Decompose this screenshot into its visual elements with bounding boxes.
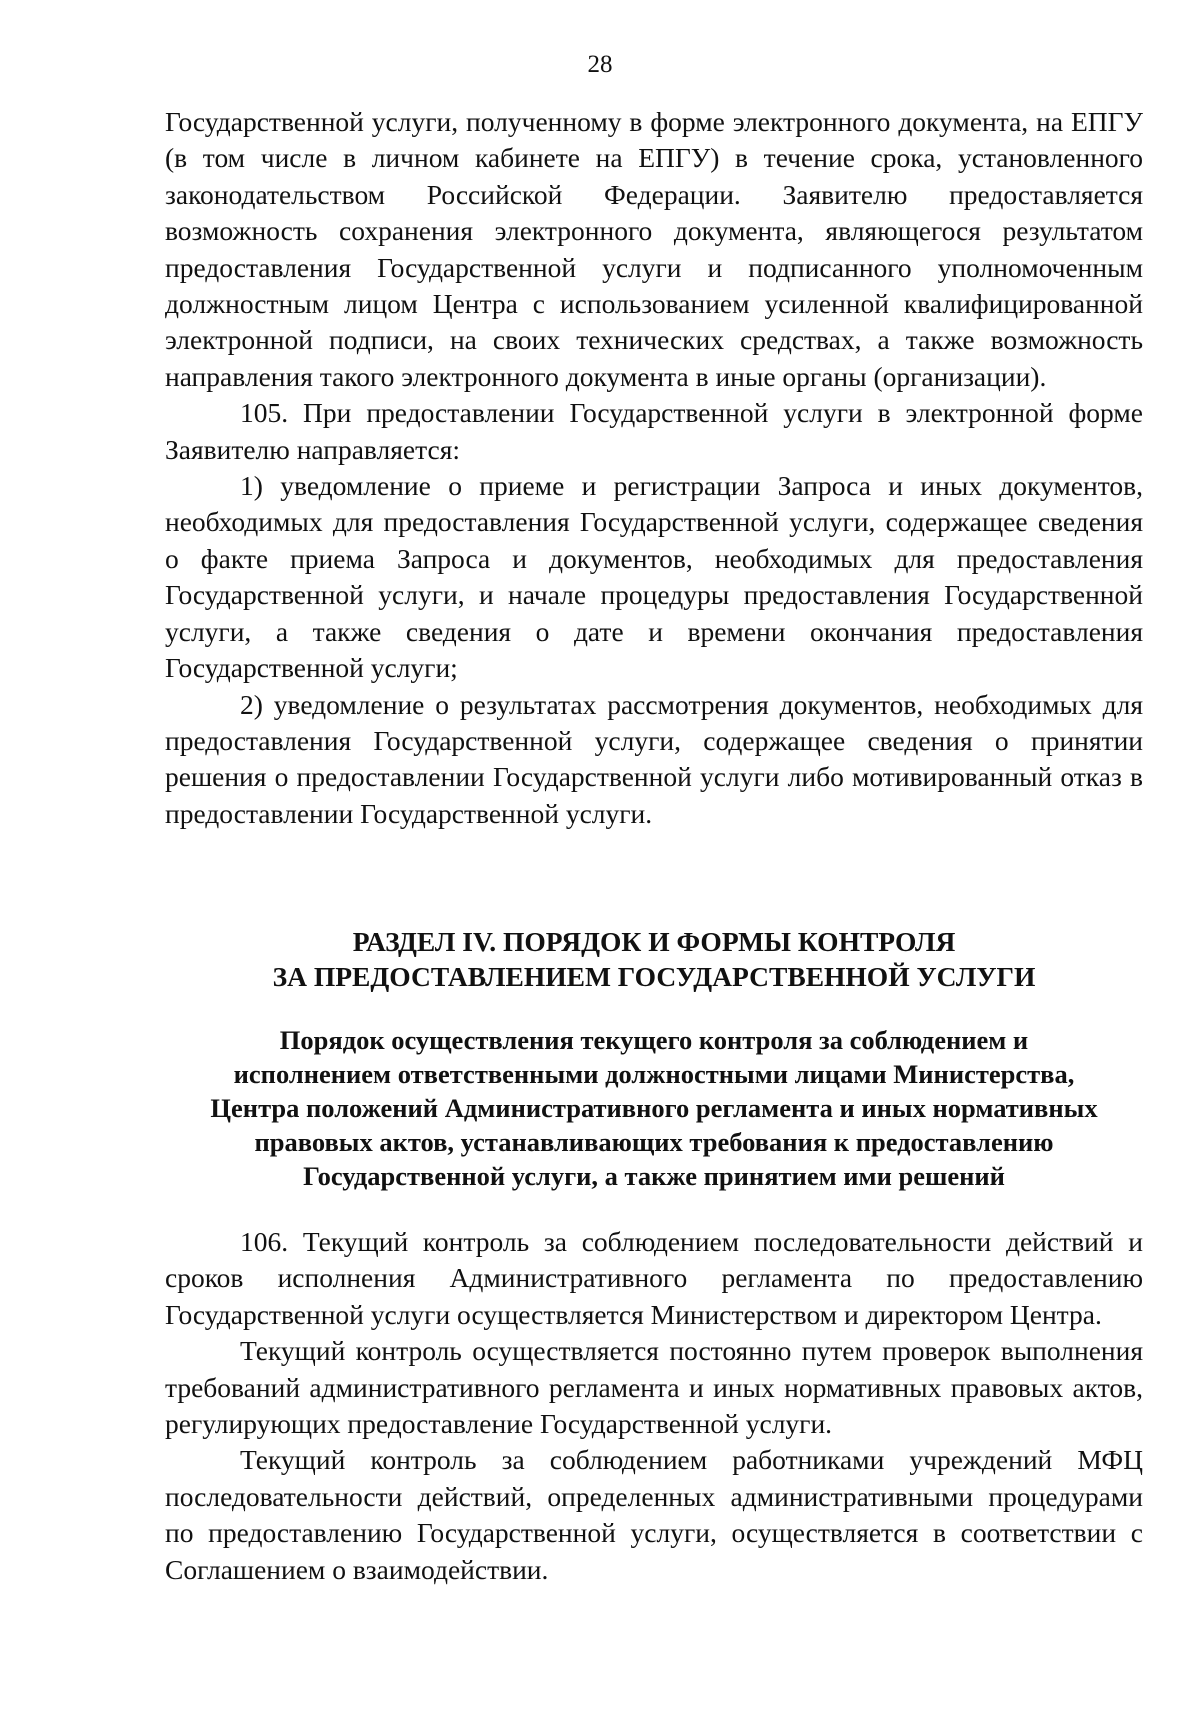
subsection-heading-line-1: Порядок осуществления текущего контроля за соблюдением и xyxy=(279,1025,1029,1055)
subsection-heading-line-4: правовых актов, устанавливающих требования к предоставлению xyxy=(254,1127,1054,1157)
paragraph-current-control: Текущий контроль осуществляется постоянно путем проверок выполнения требований административного регламента и иных нормативных правовых актов, регулирующих предоставление Государственной услуги. xyxy=(165,1335,1143,1440)
subsection-heading xyxy=(165,1023,1143,1193)
section-heading xyxy=(165,924,1143,994)
subsection-heading-line-5: Государственной услуги, а также принятием ими решений xyxy=(303,1161,1005,1191)
subsection-heading-line-2: исполнением ответственными должностными лицами Министерства, xyxy=(233,1059,1075,1089)
page-number: 28 xyxy=(587,51,613,78)
list-item-2: 2) уведомление о результатах рассмотрения документов, необходимых для предоставления Государственной услуги, содержащее сведения о принятии решения о предоставлении Государственной услуги либо мотивированный отказ в предоставлении Государственной услуги. xyxy=(165,688,1143,829)
paragraph-mfc-control: Текущий контроль за соблюдением работниками учреждений МФЦ последовательности действий, определенных административными процедурами по предоставлению Государственной услуги, осуществляется в соответствии с Соглашением о взаимодействии. xyxy=(165,1444,1143,1585)
paragraph-group-top xyxy=(165,104,1143,832)
paragraph-continuation: Государственной услуги, полученному в форме электронного документа, на ЕПГУ (в том числе в личном кабинете на ЕПГУ) в течение срока, установленного законодательством Российской Федерации. Заявителю предоставляется возможность сохранения электронного документа, являющегося результатом предоставления Государственной услуги и подписанного уполномоченным должностным лицом Центра с использованием усиленной квалифицированной электронной подписи, на своих технических средствах, а также возможность направления такого электронного документа в иные органы (организации). xyxy=(165,106,1143,392)
paragraph-106: 106. Текущий контроль за соблюдением последовательности действий и сроков исполнения Административного регламента по предоставлению Государственной услуги осуществляется Министерством и директором Центра. xyxy=(165,1226,1143,1330)
paragraph-group-bottom xyxy=(165,1224,1143,1588)
section-heading-line-2: ЗА ПРЕДОСТАВЛЕНИЕМ ГОСУДАРСТВЕННОЙ УСЛУГИ xyxy=(272,961,1036,992)
subsection-heading-line-3: Центра положений Административного регламента и иных нормативных xyxy=(210,1093,1098,1123)
paragraph-105: 105. При предоставлении Государственной услуги в электронной форме Заявителю направляется: xyxy=(165,397,1143,465)
section-heading-line-1: РАЗДЕЛ IV. ПОРЯДОК И ФОРМЫ КОНТРОЛЯ xyxy=(352,926,956,957)
list-item-1: 1) уведомление о приеме и регистрации Запроса и иных документов, необходимых для предоставления Государственной услуги, содержащее сведения о факте приема Запроса и документов, необходимых для предоставления Государственной услуги, и начале процедуры предоставления Государственной услуги, а также сведения о дате и времени окончания предоставления Государственной услуги; xyxy=(165,470,1143,684)
